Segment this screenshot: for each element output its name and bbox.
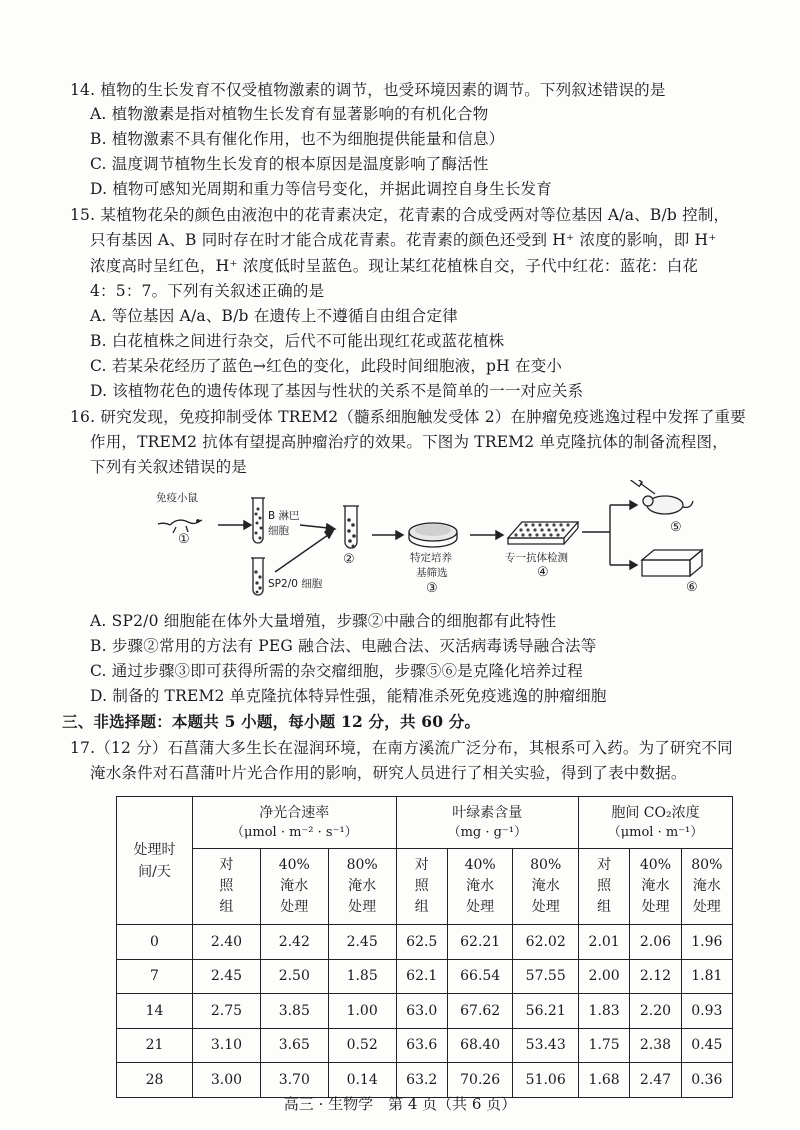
subheader-line: 80% [691,857,723,873]
group-unit: （mg · g⁻¹） [447,824,528,840]
q16-stem-3: 下列有关叙述错误的是 [90,458,248,476]
subheader-line: 组 [219,899,234,915]
value-cell: 3.00 [193,1063,261,1098]
subheader-line: 照 [414,878,429,894]
subheader-line: 40% [278,857,310,873]
well-plate-icon [508,522,578,544]
b-cell-tube-icon [251,498,265,543]
value-cell: 68.40 [447,1028,513,1063]
q14-stem: 14. 植物的生长发育不仅受植物激素的调节，也受环境因素的调节。下列叙述错误的是 [70,81,666,99]
day-cell: 14 [117,994,193,1029]
value-cell: 62.1 [396,959,447,994]
subheader-line: 处理 [280,899,309,915]
subheader-line: 处理 [641,899,670,915]
q15-option-b: B. 白花植株之间进行杂交，后代不可能出现红花或蓝花植株 [90,332,505,350]
subheader-line: 照 [219,878,234,894]
group-header-photosynthesis [193,797,397,849]
value-cell: 2.42 [260,925,328,960]
subheader-line: 组 [414,899,429,915]
value-cell: 2.20 [630,994,681,1029]
table-body [117,925,733,1098]
petri-dish-icon [409,523,457,547]
value-cell: 2.40 [193,925,261,960]
q17-stem-2: 淹水条件对石菖蒲叶片光合作用的影响，研究人员进行了相关实验，得到了表中数据。 [90,764,687,782]
screen-label-1: 特定培养 [410,552,452,564]
value-cell: 2.01 [578,925,629,960]
table-row [117,994,733,1029]
subheader-line: 淹水 [641,878,670,894]
row-header-cell [117,797,193,925]
table-row [117,1063,733,1098]
q17-data-table [116,796,733,1098]
value-cell: 63.2 [396,1063,447,1098]
subheader-cell [630,849,681,925]
screen-label-2: 基筛选 [416,567,448,579]
q15-option-c: C. 若某朵花经历了蓝色→红色的变化，此段时间细胞液，pH 在变小 [90,357,563,375]
value-cell: 63.0 [396,994,447,1029]
subheader-line: 处理 [348,899,377,915]
value-cell: 2.45 [193,959,261,994]
subheader-cell [578,849,629,925]
row-header-line-1: 处理时 [133,841,176,858]
q15-option-a: A. 等位基因 A/a、B/b 在遗传上不遵循自由组合定律 [90,307,458,325]
q16-stem-1: 16. 研究发现，免疫抑制受体 TREM2（髓系细胞触发受体 2）在肿瘤免疫逃逸过程中发挥了重要 [70,408,746,426]
value-cell: 53.43 [513,1028,579,1063]
subheader-cell [193,849,261,925]
step-6-label: ⑥ [686,580,698,595]
value-cell: 2.06 [630,925,681,960]
step-2-label: ② [343,552,355,567]
table-row [117,925,733,960]
group-title: 叶绿素含量 [452,804,523,821]
b-cell-label-1: B 淋巴 [268,510,300,522]
value-cell: 0.52 [328,1028,396,1063]
value-cell: 3.70 [260,1063,328,1098]
value-cell: 2.45 [328,925,396,960]
q16-option-c: C. 通过步骤③即可获得所需的杂交瘤细胞，步骤⑤⑥是克隆化培养过程 [90,662,583,680]
page-footer: 高三 · 生物学 第 4 页（共 6 页） [283,1095,517,1113]
sp20-label: SP2/0 细胞 [268,578,323,590]
subheader-line: 淹水 [466,878,495,894]
q15-stem-2: 只有基因 A、B 同时存在时才能合成花青素。花青素的颜色还受到 H⁺ 浓度的影响，即 H⁺ [90,231,717,249]
value-cell: 1.81 [681,959,732,994]
arrow-4 [470,531,503,539]
value-cell: 62.02 [513,925,579,960]
group-unit: （μmol · m⁻² · s⁻¹） [230,824,358,840]
table-group-header-row [117,797,733,849]
arrow-3 [372,531,403,539]
value-cell: 66.54 [447,959,513,994]
step-5-label: ⑤ [670,520,682,535]
subheader-line: 淹水 [348,878,377,894]
subheader-line: 处理 [692,899,721,915]
value-cell: 2.47 [630,1063,681,1098]
subheader-cell [681,849,732,925]
subheader-line: 对 [597,857,612,873]
step-1-label: ① [178,532,190,547]
subheader-line: 对 [414,857,429,873]
group-unit: （μmol · m⁻¹） [607,824,704,840]
value-cell: 1.00 [328,994,396,1029]
value-cell: 2.50 [260,959,328,994]
group-header-co2 [578,797,732,849]
value-cell: 2.00 [578,959,629,994]
q16-option-a: A. SP2/0 细胞能在体外大量增殖，步骤②中融合的细胞都有此特性 [90,612,557,630]
day-cell: 21 [117,1028,193,1063]
q14-option-b: B. 植物激素不具有催化作用，也不为细胞提供能量和信息） [90,130,505,148]
step-4-label: ④ [537,565,549,580]
value-cell: 51.06 [513,1063,579,1098]
subheader-line: 80% [530,857,562,873]
value-cell: 0.14 [328,1063,396,1098]
subheader-cell [396,849,447,925]
value-cell: 1.96 [681,925,732,960]
value-cell: 1.68 [578,1063,629,1098]
subheader-line: 照 [597,878,612,894]
arrow-5-6 [582,501,637,569]
value-cell: 3.85 [260,994,328,1029]
section-3-heading: 三、非选择题：本题共 5 小题，每小题 12 分，共 60 分。 [62,712,481,731]
subheader-line: 淹水 [531,878,560,894]
subheader-line: 对 [219,857,234,873]
b-cell-label-2: 细胞 [268,525,289,537]
table-row [117,1028,733,1063]
value-cell: 1.85 [328,959,396,994]
value-cell: 0.93 [681,994,732,1029]
subheader-line: 处理 [531,899,560,915]
value-cell: 63.6 [396,1028,447,1063]
step-3-label: ③ [426,581,438,596]
value-cell: 1.83 [578,994,629,1029]
day-cell: 28 [117,1063,193,1098]
subheader-line: 40% [464,857,496,873]
value-cell: 2.12 [630,959,681,994]
antibody-flow-diagram [140,480,720,605]
subheader-line: 淹水 [692,878,721,894]
day-cell: 7 [117,959,193,994]
subheader-cell [513,849,579,925]
row-header-line-2: 间/天 [138,863,171,880]
q16-option-b: B. 步骤②常用的方法有 PEG 融合法、电融合法、灭活病毒诱导融合法等 [90,637,597,655]
group-title: 胞间 CO₂浓度 [611,804,700,821]
subheader-line: 80% [346,857,378,873]
subheader-line: 组 [597,899,612,915]
value-cell: 67.62 [447,994,513,1029]
value-cell: 56.21 [513,994,579,1029]
arrow-1 [218,521,251,529]
group-header-chlorophyll [396,797,578,849]
q15-stem-4: 4：5：7。下列有关叙述正确的是 [90,282,325,300]
mouse-label: 免疫小鼠 [156,492,198,504]
group-title: 净光合速率 [259,804,330,821]
subheader-line: 淹水 [280,878,309,894]
value-cell: 3.10 [193,1028,261,1063]
value-cell: 62.21 [447,925,513,960]
value-cell: 2.38 [630,1028,681,1063]
culture-box-icon [642,550,702,576]
value-cell: 57.55 [513,959,579,994]
injected-mouse-icon [631,480,693,514]
fusion-tube-icon [343,506,359,548]
value-cell: 62.5 [396,925,447,960]
q15-stem-1: 15. 某植物花朵的颜色由液泡中的花青素决定，花青素的合成受两对等位基因 A/a、B/b 控制， [70,206,730,224]
value-cell: 70.26 [447,1063,513,1098]
subheader-line: 处理 [466,899,495,915]
q16-stem-2: 作用，TREM2 抗体有望提高肿瘤治疗的效果。下图为 TREM2 单克隆抗体的制备流程图， [90,433,728,451]
subheader-cell [328,849,396,925]
q14-option-d: D. 植物可感知光周期和重力等信号变化，并据此调控自身生长发育 [90,180,552,198]
value-cell: 0.45 [681,1028,732,1063]
table-subheader-row [117,849,733,925]
q17-stem-1: 17.（12 分）石菖蒲大多生长在湿润环境，在南方溪流广泛分布，其根系可入药。为了研究不同 [70,739,733,757]
q16-option-d: D. 制备的 TREM2 单克隆抗体特异性强，能精准杀死免疫逃逸的肿瘤细胞 [90,687,607,705]
value-cell: 2.75 [193,994,261,1029]
q14-option-a: A. 植物激素是指对植物生长发育有显著影响的有机化合物 [90,105,489,123]
day-cell: 0 [117,925,193,960]
sp20-tube-icon [251,558,265,595]
subheader-line: 40% [639,857,672,873]
value-cell: 1.75 [578,1028,629,1063]
q15-stem-3: 浓度高时呈红色，H⁺ 浓度低时呈蓝色。现让某红花植株自交，子代中红花：蓝花：白花 [90,257,699,275]
subheader-cell [260,849,328,925]
subheader-cell [447,849,513,925]
q15-option-d: D. 该植物花色的遗传体现了基因与性状的关系不是简单的一一对应关系 [90,382,584,400]
table-row [117,959,733,994]
detect-label: 专一抗体检测 [505,552,568,564]
value-cell: 0.36 [681,1063,732,1098]
value-cell: 3.65 [260,1028,328,1063]
q14-option-c: C. 温度调节植物生长发育的根本原因是温度影响了酶活性 [90,155,489,173]
